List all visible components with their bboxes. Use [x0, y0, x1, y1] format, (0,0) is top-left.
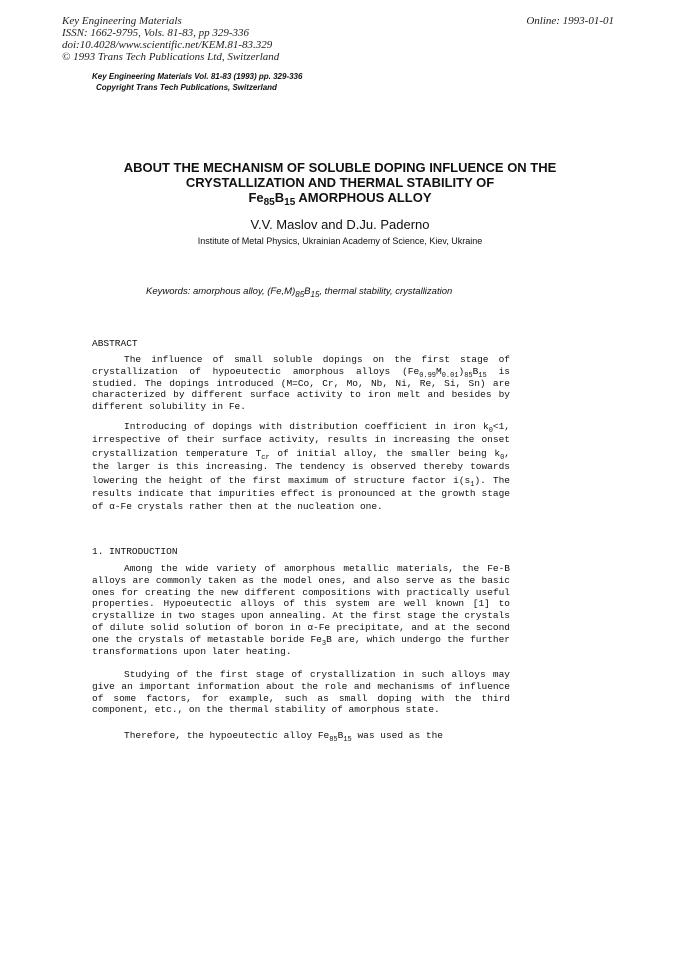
journal-copyright-line: Copyright Trans Tech Publications, Switzerland [96, 83, 277, 92]
publication-metadata [62, 15, 279, 63]
abs-p2-d: , the larger is this increasing. The tendency is observed thereby towards lowering the height of the first maximum of structure factor i(s [92, 447, 510, 486]
intro-p1-s1: 3 [321, 639, 327, 648]
abs-p2-s3: 0 [500, 453, 505, 462]
abs-p1-s1: 0.99 [419, 371, 437, 380]
abstract-paragraph-2 [92, 420, 510, 514]
abs-p2-e: ). The results indicate that impurities effect is pronounced at the growth stage of α-Fe crystals rather then at the nucleation one. [92, 474, 510, 513]
abs-p1-s2: 0.01 [441, 371, 459, 380]
introduction-paragraph-1 [92, 563, 510, 657]
intro-p1-b: B are, which undergo the further transformations upon later heating. [92, 633, 510, 657]
title-line-2: CRYSTALLIZATION AND THERMAL STABILITY OF [185, 175, 495, 190]
abs-p2-b: <1, irrespective of their surface activity, results in increasing the onset crystallization temperature T [92, 421, 510, 459]
keywords-lead: Keywords: amorphous alloy, (Fe,M) [146, 286, 296, 297]
authors: V.V. Maslov and D.Ju. Paderno [250, 217, 430, 232]
title-line-3 [60, 190, 620, 208]
abs-p1-e: is studied. The dopings introduced (M=Co, Cr, Mo, Nb, Ni, Re, Si, Sn) are characterized by different surface activity to iron melt and besides by different solubility in Fe. [92, 365, 511, 413]
intro-p3-s1: 85 [329, 736, 338, 744]
abs-p2-s2: cr [261, 453, 270, 462]
abs-p2-a: Introducing of dopings with distribution coefficient in iron k [124, 421, 489, 432]
title-sub-15: 15 [284, 197, 296, 208]
intro-p3-b: B [337, 730, 344, 741]
introduction-paragraph-2: Studying of the first stage of crystallization in such alloys may give an important information about the role and mechanisms of influence of some factors, for example, such as small doping with the third component, etc., on the thermal stability of amorphous state. [92, 669, 510, 716]
title-line-1: ABOUT THE MECHANISM OF SOLUBLE DOPING INFLUENCE ON THE [123, 160, 557, 175]
abs-p1-s4: 15 [478, 371, 487, 380]
abs-p1-c: ) [458, 365, 465, 377]
keywords-sub-85: 85 [295, 290, 305, 299]
affiliation: Institute of Metal Physics, Ukrainian Academy of Science, Kiev, Ukraine [197, 236, 483, 246]
meta-journal: Key Engineering Materials [62, 15, 182, 27]
abs-p2-s4: 1 [470, 480, 475, 489]
title-b: B [274, 190, 285, 205]
journal-reference [92, 71, 302, 93]
meta-issn: ISSN: 1662-9795, Vols. 81-83, pp 329-336 [62, 27, 249, 39]
abs-p1-b: M [436, 365, 442, 377]
keywords [146, 286, 452, 297]
intro-p3-s2: 15 [343, 736, 352, 744]
intro-p1-a: Among the wide variety of amorphous metallic materials, the Fe-B alloys are commonly taken as the model ones, and also serve as the basic ones for creating the new different compositions with practically useful properties. Hypoeutectic alloys of this system are well known [1] to crystallize in two stages upon annealing. At the first stage the crystals of dilute solid solution of boron in α-Fe precipitate, and at the second one the crystals of metastable boride Fe [92, 563, 510, 645]
abs-p1-a: The influence of small soluble dopings on the first stage of crystallization of hypoeutectic amorphous alloys (Fe [92, 354, 510, 377]
keywords-tail: , thermal stability, crystallization [319, 286, 453, 297]
abs-p2-c: of initial alloy, the smaller being k [269, 447, 501, 459]
intro-p3-c: was used as the [351, 730, 443, 741]
journal-volume-line: Key Engineering Materials Vol. 81-83 (1993) pp. 329-336 [92, 72, 303, 81]
abstract-paragraph-1 [92, 354, 510, 413]
keywords-b: B [304, 286, 311, 297]
introduction-paragraph-3 [92, 730, 510, 742]
title-tail: AMORPHOUS ALLOY [295, 190, 432, 205]
abs-p1-s3: 85 [464, 371, 473, 380]
title-sub-85: 85 [263, 197, 275, 208]
intro-p3-a: Therefore, the hypoeutectic alloy Fe [124, 730, 330, 741]
abs-p2-s1: 0 [488, 427, 493, 435]
title-fe: Fe [248, 190, 264, 205]
abs-p1-d: B [472, 365, 479, 377]
meta-copyright: © 1993 Trans Tech Publications Ltd, Switzerland [62, 51, 280, 63]
introduction-heading: 1. INTRODUCTION [92, 546, 178, 557]
keywords-sub-15: 15 [310, 290, 320, 299]
meta-doi: doi:10.4028/www.scientific.net/KEM.81-83.329 [62, 39, 273, 51]
paper-title [60, 160, 620, 208]
online-date: Online: 1993-01-01 [526, 15, 614, 27]
abstract-heading: ABSTRACT [92, 338, 138, 349]
